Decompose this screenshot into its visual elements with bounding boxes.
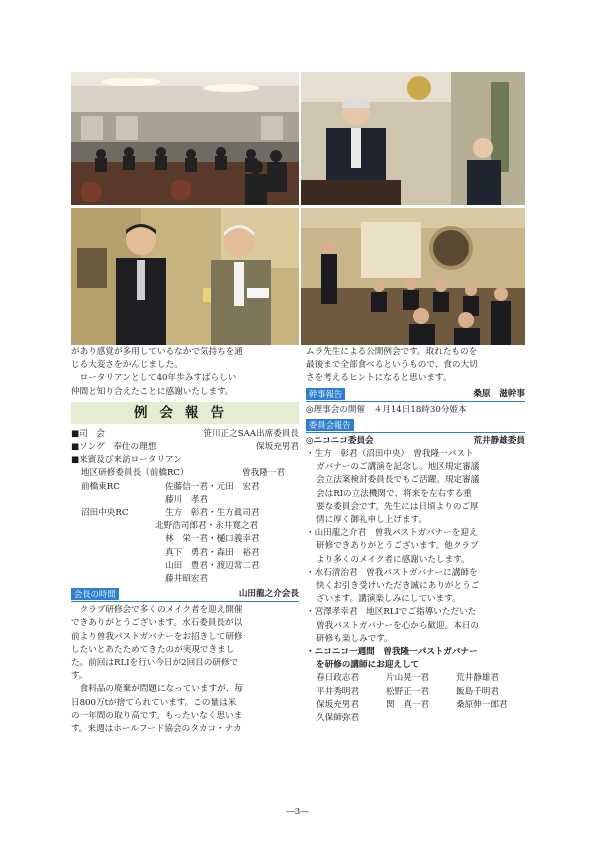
nico-line: 要な委員会です。先生には日頃よりのご厚 (316, 501, 479, 512)
nico-committee-title: ◎ニコニコ委員会 荒井静雄委員 (306, 435, 525, 446)
president-text-line: できありがとうございます。水石委員長が以 (71, 618, 243, 629)
nico-line: 研修できありがとうございます。他クラブ (316, 541, 479, 552)
secretary-item: ◎理事会の開催 ４月14日18時30分姫本 (306, 404, 467, 415)
right-column (306, 346, 525, 725)
left-para2-line: 仲間と知り合えたことに感謝いたします。 (71, 386, 234, 397)
left-column (71, 346, 299, 736)
name-row: 保坂充男君 関 真一君 桑原伸一郎君 (316, 699, 508, 710)
guest-name-row: 山田 豊君・渡辺常二君 (165, 560, 260, 571)
president-text-line: 前より曽我パストガバナーをお招きして研修 (71, 631, 243, 642)
left-para2-line: ロータリアンとして40年歩みすばらしい (79, 373, 237, 384)
guest-name-row: 藤川 孝君 (165, 494, 208, 505)
nico-line: ざいます。講演楽しみにしています。 (316, 594, 461, 605)
president-text-line: 食料品の廃棄が問題になっていますが、毎 (79, 684, 243, 695)
name-row: 久保師弥君 (316, 713, 359, 724)
nico-line: 情に厚く御礼申し上げます。 (316, 515, 428, 526)
role-chair: ■司 会 笹川正之SAA出席委員長 (71, 428, 299, 439)
nico-week-names (306, 672, 525, 725)
committee-report-label: 委員会報告 (306, 419, 354, 431)
nico-line: 会立法案検討委員長でもご活躍。規定審議 (316, 475, 480, 486)
guest-numata-chuo: 沼田中央RC 生方 彰君・生方眞司君 (81, 508, 260, 519)
nico-item (306, 606, 525, 646)
president-name: 山田龍之介会長 (238, 589, 299, 600)
nico-item (306, 527, 525, 567)
guest-name-row: 林 栄一君・樋口義幸君 (165, 534, 260, 545)
guest-name-row: 藤井昭宏君 (165, 574, 208, 585)
president-text-line: 日800万tが捨てられています。この量は米 (71, 697, 237, 708)
president-text-line: す。 (71, 671, 88, 682)
nico-line: ガバナーのご講演を記念し。地区規定審議 (316, 462, 480, 473)
guest-district: 地区研修委員長（前橋RC） 曽我隆一君 (81, 468, 285, 479)
photo-banquet-table (301, 208, 525, 345)
nico-line: ・生方 彰君（沼田中央） 曽我隆一パスト (306, 449, 474, 460)
left-cont-line: じる大変さをかんじました。 (71, 360, 183, 371)
nico-line: ・山田龍之介君 曽我パストガバナーを迎え (306, 528, 478, 539)
nico-line: ・水石清治君 曽我パストガバナーに講師を (306, 567, 478, 578)
president-text-line: た。前回はRLIを行い今日が2回目の研修で (71, 658, 239, 669)
page-number: ―3― (286, 807, 309, 817)
committee-report-header (306, 419, 525, 433)
name-row: 平井秀明君 松野正一君 飯島千明君 (316, 686, 499, 697)
president-text-line: す。来週はホールフード協会のタカコ・ナカ (71, 724, 242, 735)
nico-line: 快くお引き受けいただき誠にありがとうご (316, 581, 480, 592)
name-row: 春日政志君 片山晃一君 荒井静雄君 (316, 673, 499, 684)
photo-speaker-podium (301, 72, 525, 205)
nico-week-title: を研修の講師にお迎えして (316, 660, 420, 671)
nico-item (306, 448, 525, 527)
role-song: ■ソング 奉仕の理想 保坂充男君 (71, 442, 299, 453)
nico-line: 研修も楽しみです。 (316, 633, 393, 644)
president-text-line: クラブ研修会で多くのメイク者を迎え開催 (79, 605, 243, 616)
secretary-report-header (306, 388, 525, 402)
guest-name-row: 北野浩司郎君・永井寛之君 (155, 521, 259, 532)
guest-maebashi-east: 前橋東RC 佐藤信一君・元田 宏君 (81, 481, 260, 492)
secretary-name: 桑原 滋幹事 (473, 388, 525, 399)
president-time-header (71, 588, 299, 602)
president-time-label: 会長の時間 (71, 588, 119, 600)
president-text-line: したいとあたためてきたのが実現できまし (71, 644, 235, 655)
nico-line: ・宮澤孝幸君 地区RLIでご指導いただいた (306, 607, 477, 618)
left-cont-line: があり感覚が多用しているなかで気持ちを通 (71, 347, 243, 357)
right-cont-line: さを考えるヒントになると思います。 (306, 373, 452, 384)
nico-line: 会はRIの立法機関で、将来を左右する重 (316, 488, 472, 499)
role-guests: ■来賓及び来訪ロータリアン (71, 455, 182, 466)
secretary-report-label: 幹事報告 (306, 388, 345, 400)
guest-name-row: 真下 勇君・森田 裕君 (165, 547, 260, 558)
nico-line: 曽我パストガバナーを心から歓迎。本日の (316, 620, 480, 631)
president-text-line: の一年間の取り高です。もったいなく思いま (71, 710, 243, 721)
meeting-report-heading: 例会報告 (71, 402, 299, 424)
right-cont-line: ムラ先生による公開例会です。取れたものを (306, 347, 478, 357)
nico-week-title: ・ニコニコ一週間 曽我隆一パストガバナー (306, 647, 478, 658)
photo-meeting-hall (71, 72, 299, 205)
right-cont-line: 最後まで全部食べるというもので、食の大切 (306, 360, 478, 371)
nico-item (306, 567, 525, 607)
nico-line: より多くのメイク者に感謝いたします。 (316, 554, 470, 565)
photo-two-men-portrait (71, 208, 299, 345)
